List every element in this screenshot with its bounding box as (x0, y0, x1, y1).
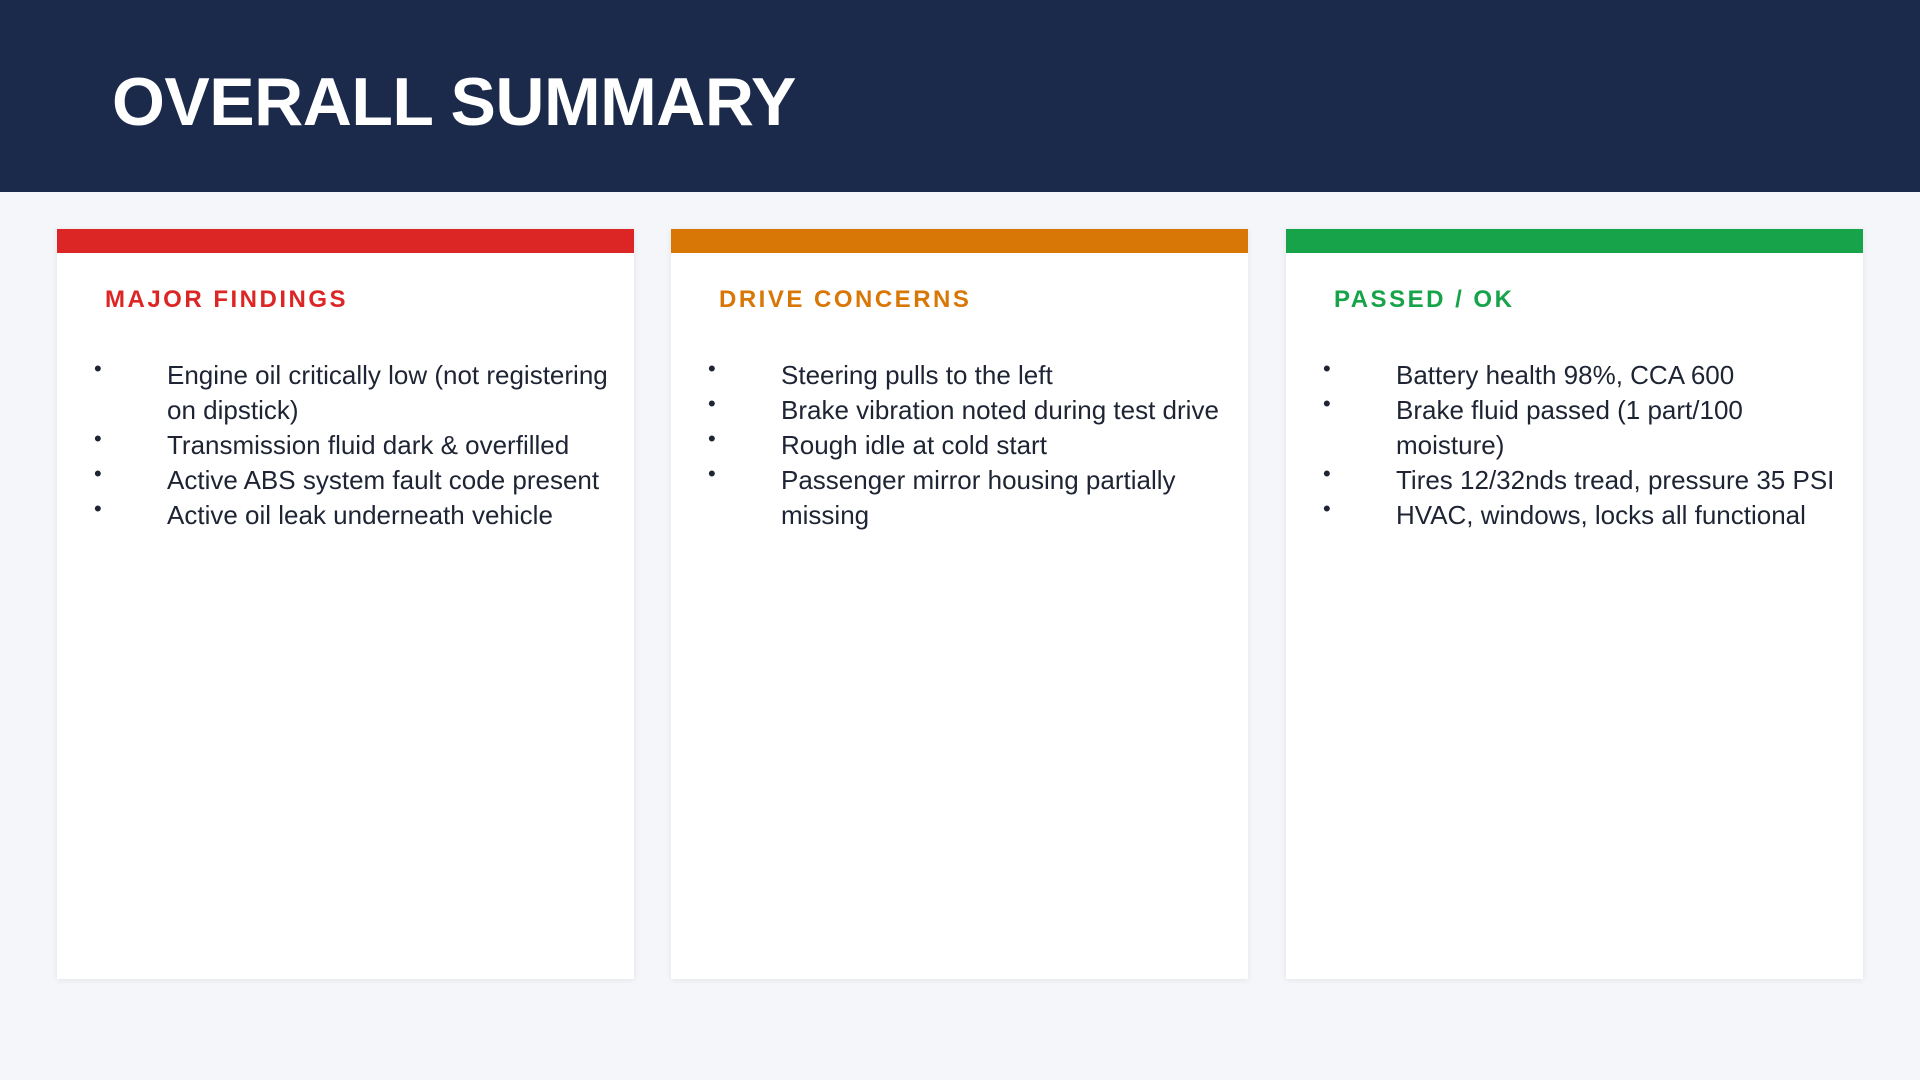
list-item (1286, 498, 1863, 533)
bullet-icon: • (708, 461, 716, 486)
header-banner (0, 0, 1920, 192)
list-item-text: Passenger mirror housing partially missing (781, 465, 1176, 530)
list-item (57, 428, 634, 463)
list-item (671, 463, 1248, 533)
passed-list (1286, 358, 1863, 533)
list-item-text: Brake fluid passed (1 part/100 moisture) (1396, 395, 1743, 460)
card-accent-bar (671, 229, 1248, 253)
findings-list (57, 358, 634, 533)
bullet-icon: • (1323, 356, 1331, 381)
bullet-icon: • (1323, 461, 1331, 486)
list-item-text: Steering pulls to the left (781, 360, 1053, 390)
list-item (57, 463, 634, 498)
card-accent-bar (1286, 229, 1863, 253)
list-item-text: Tires 12/32nds tread, pressure 35 PSI (1396, 465, 1835, 495)
bullet-icon: • (94, 426, 102, 451)
list-item-text: Rough idle at cold start (781, 430, 1047, 460)
card-heading: DRIVE CONCERNS (719, 286, 972, 313)
card-heading: MAJOR FINDINGS (105, 286, 349, 313)
card-passed-ok (1286, 229, 1863, 979)
list-item-text: Engine oil critically low (not registering on dipstick) (167, 360, 608, 425)
list-item-text: Brake vibration noted during test drive (781, 395, 1219, 425)
list-item (671, 358, 1248, 393)
card-drive-concerns (671, 229, 1248, 979)
card-major-findings (57, 229, 634, 979)
list-item (1286, 393, 1863, 463)
list-item (671, 393, 1248, 428)
list-item-text: Transmission fluid dark & overfilled (167, 430, 570, 460)
list-item (57, 498, 634, 533)
list-item (1286, 358, 1863, 393)
bullet-icon: • (708, 426, 716, 451)
bullet-icon: • (1323, 391, 1331, 416)
bullet-icon: • (708, 391, 716, 416)
list-item-text: Active ABS system fault code present (167, 465, 600, 495)
list-item (57, 358, 634, 428)
bullet-icon: • (94, 356, 102, 381)
list-item-text: Active oil leak underneath vehicle (167, 500, 553, 530)
page-title: OVERALL SUMMARY (112, 64, 796, 140)
list-item (671, 428, 1248, 463)
bullet-icon: • (708, 356, 716, 381)
list-item (1286, 463, 1863, 498)
bullet-icon: • (1323, 496, 1331, 521)
list-item-text: Battery health 98%, CCA 600 (1396, 360, 1735, 390)
bullet-icon: • (94, 461, 102, 486)
card-accent-bar (57, 229, 634, 253)
bullet-icon: • (94, 496, 102, 521)
card-heading: PASSED / OK (1334, 286, 1515, 313)
list-item-text: HVAC, windows, locks all functional (1396, 500, 1806, 530)
concerns-list (671, 358, 1248, 533)
